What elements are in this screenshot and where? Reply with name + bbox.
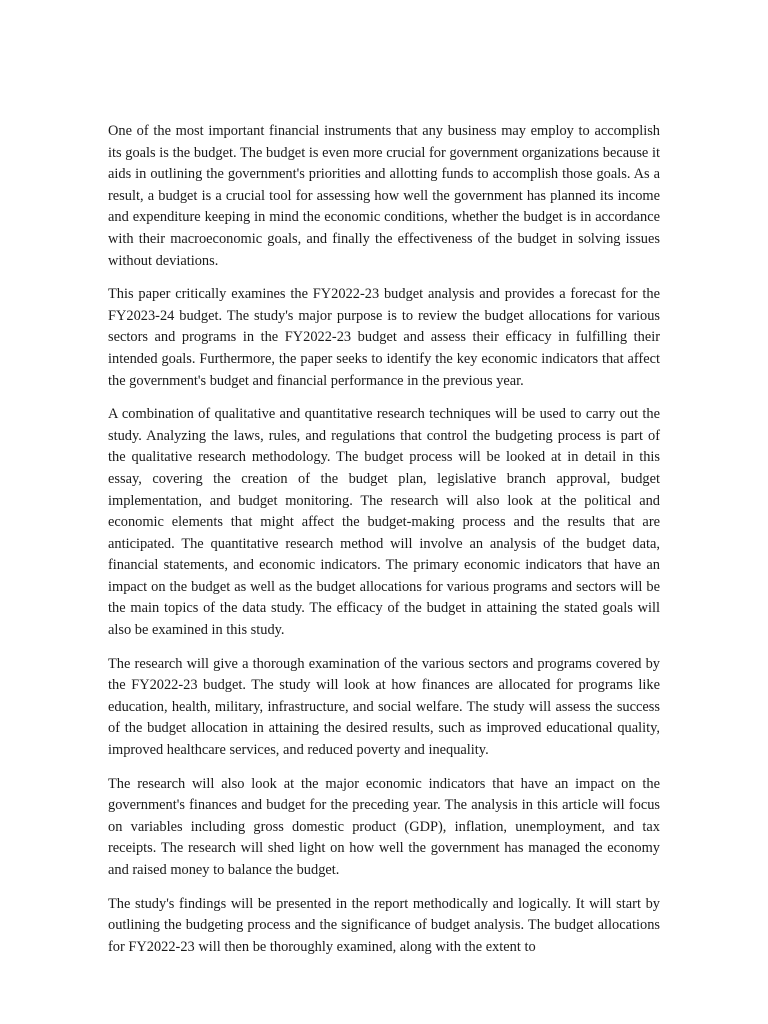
paragraph-purpose: This paper critically examines the FY2022-23 budget analysis and provides a forecast for the FY2023-24 budget. The study's major purpose is to review the budget allocations for various sectors and programs in the FY2022-23 budget and assess their efficacy in fulfilling their intended goals. Furthermore, the paper seeks to identify the key economic indicators that affect the government's budget and financial performance in the previous year. (108, 286, 660, 389)
paragraph-methodology: A combination of qualitative and quantitative research techniques will be used to carry out the study. Analyzing the laws, rules, and regulations that control the budgeting process is part of the qualitative research methodology. The budget process will be looked at in detail in this essay, covering the creation of the budget plan, legislative branch approval, budget implementation, and budget monitoring. The research will also look at the political and economic elements that might affect the budget-making process and the results that are anticipated. The quantitative research method will involve an analysis of the budget data, financial statements, and economic indicators. The primary economic indicators that have an impact on the budget as well as the budget allocations for various programs and sectors will be the main topics of the data study. The efficacy of the budget in attaining the stated goals will also be examined in this study. (108, 406, 660, 639)
paragraph-findings: The study's findings will be presented in the report methodically and logically. It will start by outlining the budgeting process and the significance of budget analysis. The budget allocations for FY2022-23 will then be thoroughly examined, along with the extent to (108, 895, 660, 955)
paragraph-indicators: The research will also look at the major economic indicators that have an impact on the government's finances and budget for the preceding year. The analysis in this article will focus on variables including gross domestic product (GDP), inflation, unemployment, and tax receipts. The research will shed light on how well the government has managed the economy and raised money to balance the budget. (108, 775, 660, 878)
paragraph-intro: One of the most important financial instruments that any business may employ to accomplish its goals is the budget. The budget is even more crucial for government organizations because it aids in outlining the government's priorities and allotting funds to accomplish those goals. As a result, a budget is a crucial tool for assessing how well the government has planned its income and expenditure keeping in mind the economic conditions, whether the budget is in accordance with their macroeconomic goals, and finally the effectiveness of the budget in solving issues without deviations. (108, 123, 660, 269)
paragraph-sectors: The research will give a thorough examination of the various sectors and programs covered by the FY2022-23 budget. The study will look at how finances are allocated for programs like education, health, military, infrastructure, and social welfare. The study will assess the success of the budget allocation in attaining the desired results, such as improved educational quality, improved healthcare services, and reduced poverty and inequality. (108, 655, 660, 759)
document-body (108, 121, 660, 970)
